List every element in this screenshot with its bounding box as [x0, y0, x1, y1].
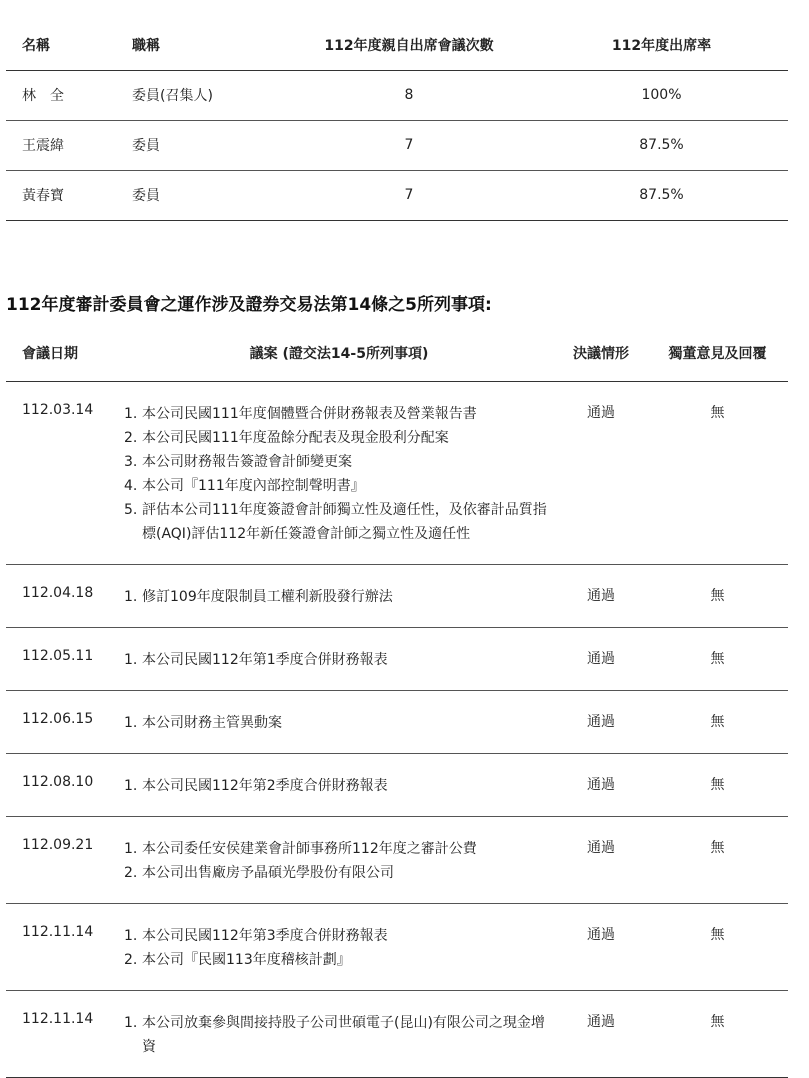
agenda-item-text: 本公司『民國113年度稽核計劃』: [142, 951, 351, 968]
agenda-item-number: 1.: [124, 927, 138, 944]
agenda-item-text: 本公司民國112年第1季度合併財務報表: [142, 651, 388, 668]
agenda-item: [124, 450, 554, 474]
agenda-item-number: 1.: [124, 777, 138, 794]
table-row: [6, 690, 788, 753]
agenda-item-text: 本公司出售廠房予晶碩光學股份有限公司: [142, 864, 394, 881]
meeting-date: 112.09.21: [22, 836, 94, 853]
meeting-date: 112.11.14: [22, 923, 94, 940]
attendance-count: 8: [404, 87, 414, 103]
agenda-item: [124, 402, 554, 426]
header-attendance-count: 112年度親自出席會議次數: [324, 37, 494, 54]
agenda-item: [124, 924, 554, 948]
member-title: 委員(召集人): [132, 88, 213, 104]
agenda-item: [124, 774, 554, 798]
agenda-list: [124, 585, 554, 609]
agenda-item-number: 1.: [124, 714, 138, 731]
resolution-status: 通過: [587, 713, 615, 730]
agenda-list: [124, 1011, 554, 1059]
agenda-item: [124, 948, 554, 972]
agenda-item: [124, 711, 554, 735]
agenda-list: [124, 837, 554, 885]
resolution-status: 通過: [587, 926, 615, 943]
agenda-item-number: 2.: [124, 429, 138, 446]
agenda-item: [124, 648, 554, 672]
director-opinion: 無: [710, 776, 725, 793]
member-name: 王震緯: [22, 138, 64, 154]
attendance-count: 7: [404, 187, 414, 203]
meeting-date: 112.08.10: [22, 773, 94, 790]
section-title: 112年度審計委員會之運作涉及證券交易法第14條之5所列事項:: [6, 295, 492, 315]
director-opinion: 無: [710, 1013, 725, 1030]
agenda-item-number: 1.: [124, 1014, 138, 1031]
agenda-item: [124, 861, 554, 885]
header-meeting-date: 會議日期: [22, 345, 78, 362]
agenda-item: [124, 474, 554, 498]
resolution-status: 通過: [587, 587, 615, 604]
agenda-item-text: 本公司『111年度內部控制聲明書』: [142, 477, 365, 494]
table-row: [6, 170, 788, 220]
meeting-date: 112.04.18: [22, 584, 94, 601]
member-title: 委員: [132, 188, 160, 204]
meetings-header-row: [6, 325, 788, 381]
agenda-item-text: 本公司財務主管異動案: [142, 714, 282, 731]
agenda-list: [124, 774, 554, 798]
agenda-cell: [123, 564, 555, 627]
agenda-cell: [123, 903, 555, 990]
header-name: 名稱: [22, 37, 50, 54]
meeting-date: 112.05.11: [22, 647, 94, 664]
director-opinion: 無: [710, 926, 725, 943]
table-row: [6, 564, 788, 627]
resolution-status: 通過: [587, 839, 615, 856]
header-attendance-rate: 112年度出席率: [611, 37, 712, 54]
member-name: 黃春寶: [22, 188, 64, 204]
header-director-opinion: 獨董意見及回覆: [668, 345, 767, 362]
meeting-date: 112.06.15: [22, 710, 94, 727]
meetings-table: [6, 325, 788, 1078]
agenda-item-number: 2.: [124, 864, 138, 881]
attendance-count: 7: [404, 137, 414, 153]
meeting-date: 112.11.14: [22, 1010, 94, 1027]
agenda-list: [124, 711, 554, 735]
director-opinion: 無: [710, 404, 725, 421]
header-agenda: 議案 (證交法14-5所列事項): [249, 345, 429, 362]
meetings-body: [6, 381, 788, 1077]
resolution-status: 通過: [587, 1013, 615, 1030]
table-row: [6, 816, 788, 903]
agenda-item-number: 1.: [124, 405, 138, 422]
director-opinion: 無: [710, 650, 725, 667]
agenda-item: [124, 1011, 554, 1059]
resolution-status: 通過: [587, 650, 615, 667]
agenda-list: [124, 924, 554, 972]
agenda-item-number: 4.: [124, 477, 138, 494]
member-name: 林 全: [22, 88, 64, 104]
attendance-rate: 100%: [641, 87, 682, 103]
agenda-item-text: 本公司民國111年度盈餘分配表及現金股利分配案: [142, 429, 449, 446]
agenda-item: [124, 837, 554, 861]
agenda-item-number: 5.: [124, 501, 138, 518]
agenda-cell: [123, 816, 555, 903]
agenda-item-text: 本公司財務報告簽證會計師變更案: [142, 453, 352, 470]
agenda-cell: [123, 990, 555, 1077]
table-row: [6, 381, 788, 564]
agenda-item-text: 評估本公司111年度簽證會計師獨立性及適任性，及依審計品質指標(AQI)評估112年新任簽證會計師之獨立性及適任性: [142, 501, 547, 542]
agenda-cell: [123, 381, 555, 564]
agenda-item-text: 本公司放棄參與間接持股子公司世碩電子(昆山)有限公司之現金增資: [142, 1014, 545, 1055]
attendance-rate: 87.5%: [639, 187, 684, 203]
agenda-list: [124, 648, 554, 672]
director-opinion: 無: [710, 587, 725, 604]
agenda-item-text: 修訂109年度限制員工權利新股發行辦法: [142, 588, 393, 605]
table-row: [6, 120, 788, 170]
director-opinion: 無: [710, 713, 725, 730]
resolution-status: 通過: [587, 404, 615, 421]
agenda-item-number: 1.: [124, 588, 138, 605]
agenda-item-number: 2.: [124, 951, 138, 968]
table-row: [6, 753, 788, 816]
agenda-item: [124, 498, 554, 546]
table-row: [6, 627, 788, 690]
agenda-item: [124, 585, 554, 609]
agenda-item-text: 本公司民國112年第3季度合併財務報表: [142, 927, 388, 944]
header-resolution: 決議情形: [573, 345, 629, 362]
agenda-item: [124, 426, 554, 450]
agenda-item-text: 本公司民國111年度個體暨合併財務報表及營業報告書: [142, 405, 477, 422]
agenda-cell: [123, 690, 555, 753]
member-title: 委員: [132, 138, 160, 154]
resolution-status: 通過: [587, 776, 615, 793]
director-opinion: 無: [710, 839, 725, 856]
table-row: [6, 903, 788, 990]
header-title: 職稱: [132, 37, 160, 54]
agenda-list: [124, 402, 554, 546]
table-row: [6, 990, 788, 1077]
meeting-date: 112.03.14: [22, 401, 94, 418]
agenda-item-number: 1.: [124, 840, 138, 857]
agenda-item-number: 3.: [124, 453, 138, 470]
agenda-item-number: 1.: [124, 651, 138, 668]
agenda-item-text: 本公司民國112年第2季度合併財務報表: [142, 777, 388, 794]
attendance-table: [6, 20, 788, 221]
agenda-cell: [123, 753, 555, 816]
attendance-rate: 87.5%: [639, 137, 684, 153]
agenda-cell: [123, 627, 555, 690]
attendance-header-row: [6, 20, 788, 70]
agenda-item-text: 本公司委任安侯建業會計師事務所112年度之審計公費: [142, 840, 477, 857]
table-row: [6, 70, 788, 120]
